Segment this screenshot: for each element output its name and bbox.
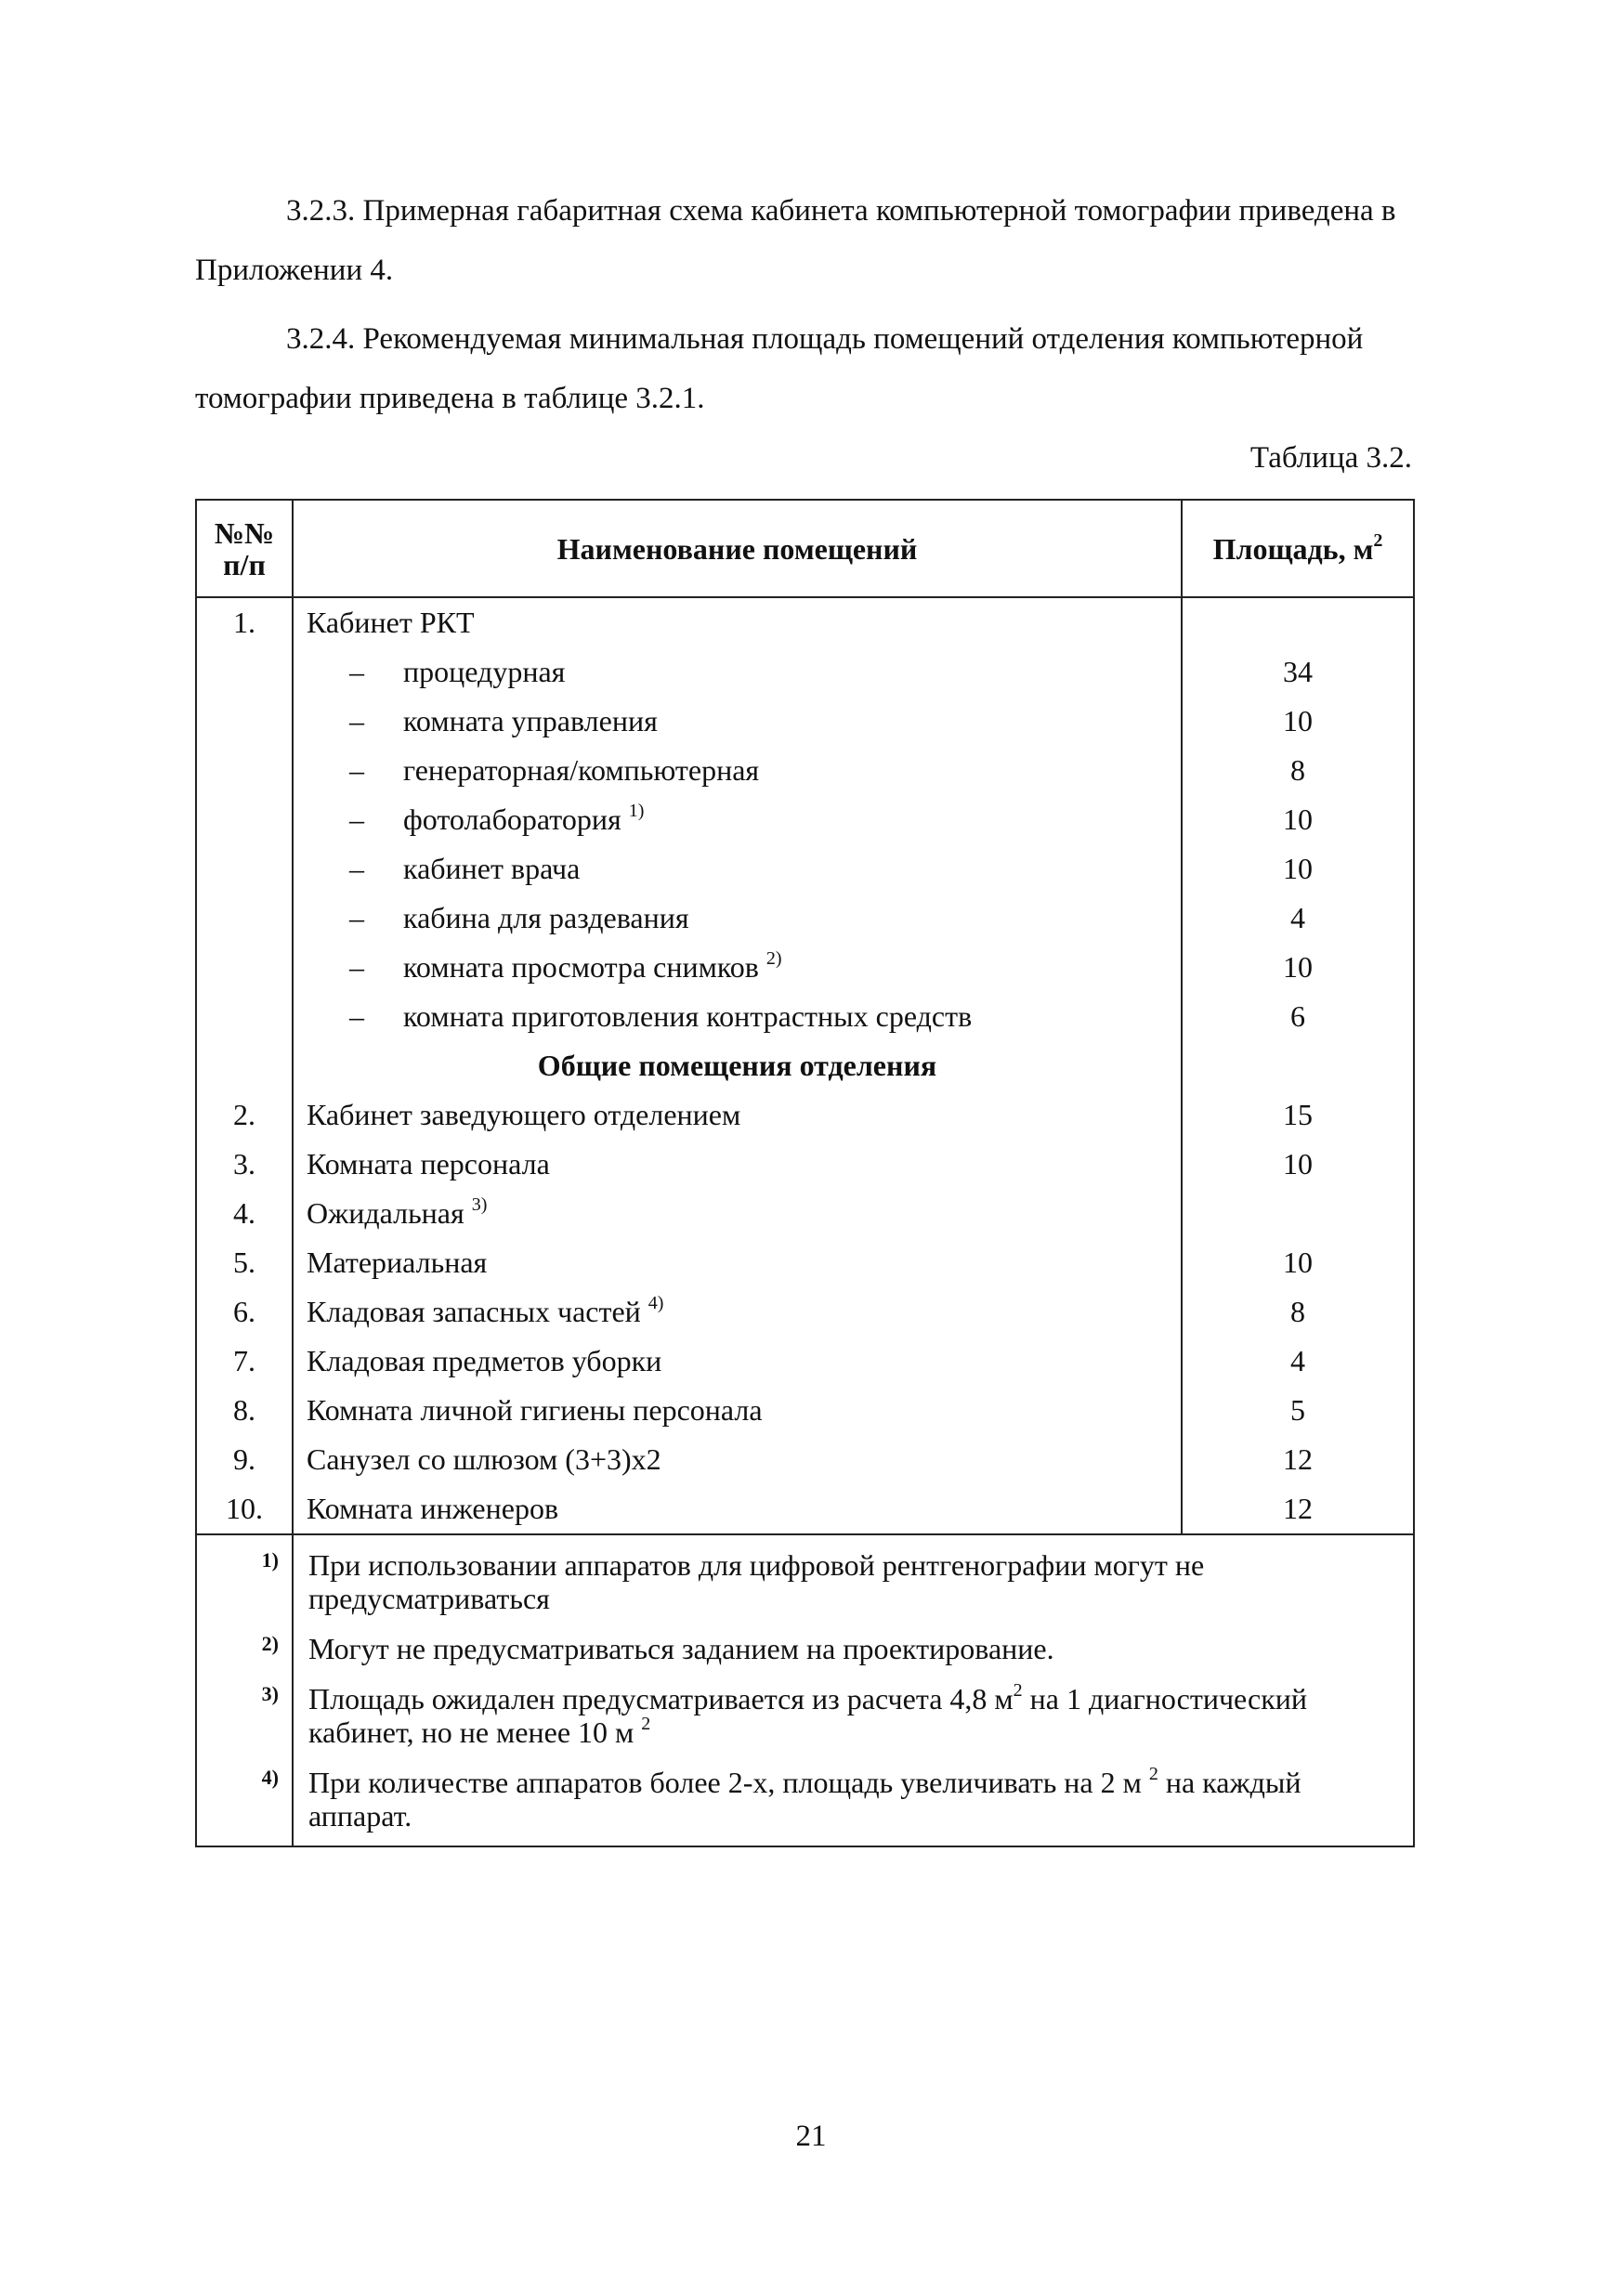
table-row [196, 1337, 1414, 1386]
room-name-text: кабина для раздевания [403, 901, 689, 934]
room-name-text: Кладовая запасных частей [307, 1295, 641, 1328]
paragraph-3-2-3: 3.2.3. Примерная габаритная схема кабинета компьютерной томографии приведена в Приложении 4. [195, 194, 1396, 287]
row-number [196, 697, 293, 746]
table-row [196, 1140, 1414, 1189]
row-number [196, 992, 293, 1041]
room-name-text: Кабинет заведующего отделением [307, 1098, 741, 1131]
list-dash: – [349, 950, 364, 984]
row-number: 10. [196, 1484, 293, 1534]
footnote-row [196, 1623, 1414, 1673]
list-dash: – [349, 802, 364, 836]
room-name [293, 1238, 1182, 1287]
room-name [293, 844, 1182, 894]
room-name [293, 992, 1182, 1041]
room-area: 10 [1182, 844, 1414, 894]
room-name-text: кабинет врача [403, 852, 581, 885]
row-number: 4. [196, 1189, 293, 1238]
paragraph-3-2-4: 3.2.4. Рекомендуемая минимальная площадь помещений отделения компьютерной томографии приведена в таблице 3.2.1. [195, 322, 1364, 415]
footnote-text: Могут не предусматриваться заданием на проектирование. [293, 1623, 1414, 1673]
room-name [293, 697, 1182, 746]
table-row [196, 1090, 1414, 1140]
row-number: 2. [196, 1090, 293, 1140]
room-area: 4 [1182, 894, 1414, 943]
room-name [293, 795, 1182, 844]
room-name [293, 1484, 1182, 1534]
room-area: 5 [1182, 1386, 1414, 1435]
row-number [196, 844, 293, 894]
table-row [196, 844, 1414, 894]
footnote-mark: 3) [196, 1673, 293, 1756]
row-number [196, 795, 293, 844]
table-row [196, 943, 1414, 992]
table-row [196, 894, 1414, 943]
row-number: 7. [196, 1337, 293, 1386]
room-name [293, 1287, 1182, 1337]
room-area: 15 [1182, 1090, 1414, 1140]
room-area: 12 [1182, 1435, 1414, 1484]
room-name-text: процедурная [403, 655, 566, 688]
table-row [196, 1386, 1414, 1435]
room-name [293, 746, 1182, 795]
footnote-row [196, 1673, 1414, 1756]
table-row [196, 1287, 1414, 1337]
list-dash: – [349, 704, 364, 737]
room-name-text: Кладовая предметов уборки [307, 1344, 662, 1377]
row-number [196, 647, 293, 697]
room-area: 8 [1182, 746, 1414, 795]
room-name [293, 1386, 1182, 1435]
room-area: 4 [1182, 1337, 1414, 1386]
room-name [293, 1337, 1182, 1386]
footnote-row [196, 1756, 1414, 1846]
footnote-row [196, 1534, 1414, 1623]
header-area: Площадь, $м^2$ [1182, 500, 1414, 597]
footnote-reference: 2) [765, 948, 782, 969]
row-number: 9. [196, 1435, 293, 1484]
table-row [196, 1189, 1414, 1238]
footnote-reference: 4) [647, 1293, 664, 1313]
room-name-text: комната приготовления контрастных средств [403, 999, 973, 1033]
room-area: 10 [1182, 697, 1414, 746]
room-name-text: фотолаборатория [403, 802, 621, 836]
list-dash: – [349, 901, 364, 934]
header-number: №№ п/п [196, 500, 293, 597]
footnote-reference: 3) [471, 1194, 488, 1215]
room-area: 10 [1182, 943, 1414, 992]
row-number: 3. [196, 1140, 293, 1189]
rooms-area-table [195, 499, 1415, 1847]
row-number: 5. [196, 1238, 293, 1287]
footnote-text: Площадь ожидален предусматривается из расчета 4,8 $м^2$ на 1 диагностический кабинет, но не менее 10 м $^2$ [293, 1673, 1414, 1756]
table-row [196, 795, 1414, 844]
table-header-row [196, 500, 1414, 597]
table-row [196, 1435, 1414, 1484]
room-name-text: Кабинет РКТ [307, 606, 475, 639]
room-name-text: комната просмотра снимков [403, 950, 759, 984]
footnote-text: При количестве аппаратов более 2-х, площадь увеличивать на 2 м $^2$ на каждый аппарат. [293, 1756, 1414, 1846]
page-number: 21 [795, 2120, 827, 2153]
room-area: 34 [1182, 647, 1414, 697]
list-dash: – [349, 852, 364, 885]
room-name-text: Ожидальная [307, 1196, 464, 1230]
room-name [293, 1435, 1182, 1484]
table-row [196, 746, 1414, 795]
row-number: 8. [196, 1386, 293, 1435]
room-area: 10 [1182, 1140, 1414, 1189]
room-name-text: Комната инженеров [307, 1492, 559, 1525]
table-row [196, 1238, 1414, 1287]
room-name-text: Комната персонала [307, 1147, 550, 1181]
table-row [196, 697, 1414, 746]
table-row [196, 647, 1414, 697]
footnote-text: При использовании аппаратов для цифровой рентгенографии могут не предусматриваться [293, 1534, 1414, 1623]
table-row [196, 992, 1414, 1041]
row-number [196, 943, 293, 992]
room-area: 6 [1182, 992, 1414, 1041]
table-row [196, 1484, 1414, 1534]
header-room-name: Наименование помещений [293, 500, 1182, 597]
room-name [293, 597, 1182, 647]
room-area: 12 [1182, 1484, 1414, 1534]
room-name [293, 1189, 1182, 1238]
row-number [196, 894, 293, 943]
room-name [293, 1140, 1182, 1189]
list-dash: – [349, 999, 364, 1033]
section-heading: Общие помещения отделения [293, 1041, 1182, 1090]
list-dash: – [349, 753, 364, 787]
room-name [293, 1090, 1182, 1140]
room-area [1182, 597, 1414, 647]
footnote-mark: 4) [196, 1756, 293, 1846]
room-area: 8 [1182, 1287, 1414, 1337]
row-number [196, 746, 293, 795]
footnote-mark: 1) [196, 1534, 293, 1623]
room-name-text: Комната личной гигиены персонала [307, 1393, 763, 1427]
room-name [293, 894, 1182, 943]
room-area: 10 [1182, 795, 1414, 844]
room-area: 10 [1182, 1238, 1414, 1287]
footnote-mark: 2) [196, 1623, 293, 1673]
table-caption: Таблица 3.2. [1249, 441, 1412, 475]
room-name-text: Санузел со шлюзом (3+3)х2 [307, 1442, 661, 1476]
room-name-text: комната управления [403, 704, 658, 737]
table-row [196, 597, 1414, 647]
row-number: 1. [196, 597, 293, 647]
room-name [293, 647, 1182, 697]
row-number: 6. [196, 1287, 293, 1337]
section-heading-row [196, 1041, 1414, 1090]
list-dash: – [349, 655, 364, 688]
footnote-reference: 1) [628, 801, 645, 821]
room-name-text: Материальная [307, 1246, 488, 1279]
room-name [293, 943, 1182, 992]
room-name-text: генераторная/компьютерная [403, 753, 760, 787]
room-area [1182, 1189, 1414, 1238]
